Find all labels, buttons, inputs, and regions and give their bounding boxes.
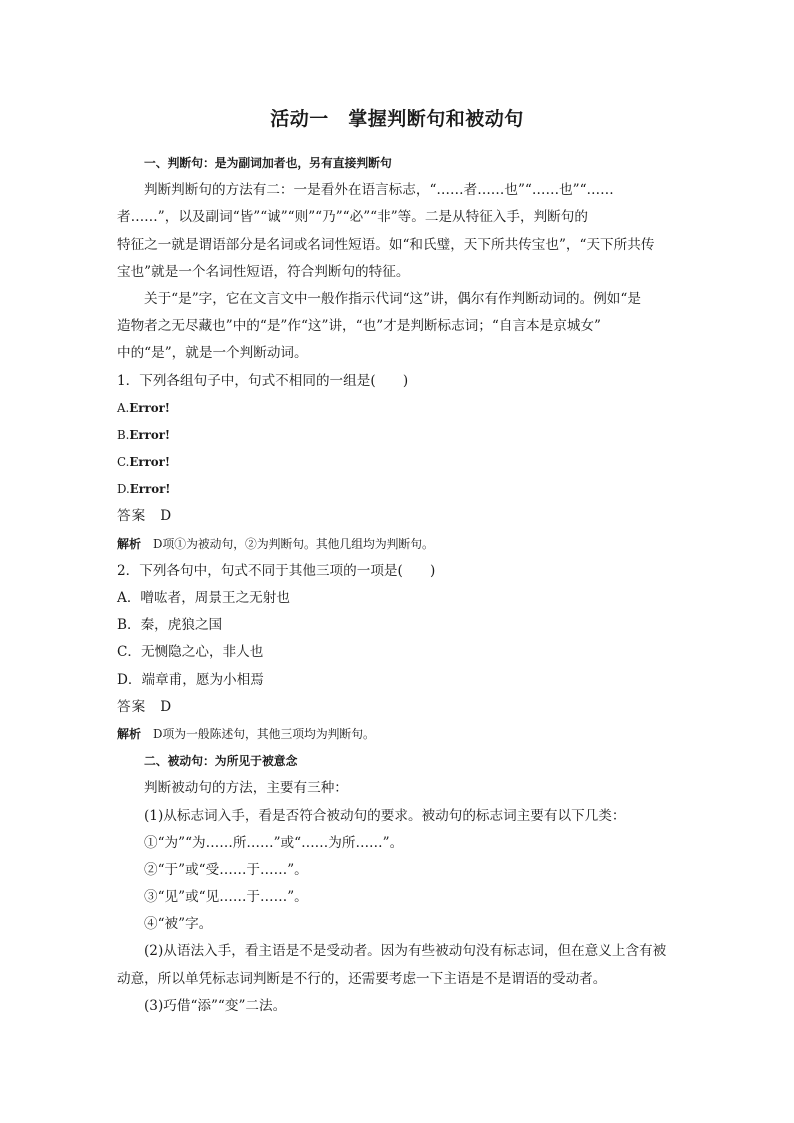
explanation-text: D项为一般陈述句，其他三项均为判断句。 <box>153 726 375 741</box>
option-text: Error! <box>129 482 171 497</box>
passive-method-3: (3)巧借“添”“变”二法。 <box>144 997 287 1014</box>
option-text: Error! <box>129 400 170 415</box>
answer-value: D <box>160 698 173 715</box>
question-2-option-d: D．端章甫，愿为小相焉 <box>117 671 264 688</box>
question-1-option-b <box>117 422 677 449</box>
question-1-explanation <box>117 531 677 558</box>
passive-method-1: (1)从标志词入手，看是否符合被动句的要求。被动句的标志词主要有以下几类： <box>144 807 626 824</box>
option-letter: C. <box>117 455 130 470</box>
document-body <box>117 150 677 1020</box>
paragraph-line: 关于“是”字，它在文言文中一般作指示代词“这”讲，偶尔有作判断动词的。例如“是 <box>144 290 641 307</box>
option-letter: B. <box>117 427 130 442</box>
answer-label: 答案 <box>117 508 147 525</box>
explanation-text: D项①为被动句，②为判断句。其他几组均为判断句。 <box>153 536 434 551</box>
question-2-stem: 2．下列各句中，句式不同于其他三项的一项是( ) <box>117 562 436 579</box>
answer-value: D <box>160 508 173 525</box>
option-text: Error! <box>129 427 171 442</box>
question-1-option-d <box>117 476 677 503</box>
answer-label: 答案 <box>117 698 147 715</box>
question-1-option-c <box>117 449 677 476</box>
paragraph-line: (2)从语法入手，看主语是不是受动者。因为有些被动句没有标志词，但在意义上含有被 <box>144 943 667 960</box>
option-text: Error! <box>129 455 171 470</box>
page-title: 活动一 掌握判断句和被动句 <box>270 108 524 130</box>
section-heading-judgment: 一、判断句：是为副词加者也，另有直接判断句 <box>144 156 392 170</box>
question-1-answer <box>117 503 677 530</box>
paragraph-line: 者……”，以及副词“皆”“诚”“则”“乃”“必”“非”等。二是从特征入手，判断句的 <box>117 209 588 226</box>
question-2-answer <box>117 694 677 721</box>
question-2-option-b: B．秦，虎狼之国 <box>117 617 223 634</box>
question-2-option-a: A．噌吰者，周景王之无射也 <box>117 590 290 606</box>
paragraph-line: 中的“是”，就是一个判断动词。 <box>117 345 308 362</box>
passive-method-2 <box>117 938 677 992</box>
explanation-label: 解析 <box>117 536 142 551</box>
passive-marker-item: ④“被”字。 <box>144 916 213 933</box>
question-1-stem: 1．下列各组句子中，句式不相同的一组是( ) <box>117 372 409 389</box>
passive-marker-item: ②“于”或“受……于……”。 <box>144 861 308 878</box>
paragraph-line: 判断判断句的方法有二：一是看外在语言标志，“……者……也”“……也”“…… <box>144 182 614 199</box>
question-2-explanation <box>117 721 677 748</box>
paragraph-line: 动意，所以单凭标志词判断是不行的，还需要考虑一下主语是不是谓语的受动者。 <box>117 970 607 987</box>
passive-marker-item: ③“见”或“见……于……”。 <box>144 889 308 906</box>
paragraph-judgment-methods <box>117 177 677 286</box>
explanation-label: 解析 <box>117 726 142 741</box>
section-heading-passive: 二、被动句：为所见于被意念 <box>144 754 298 769</box>
passive-marker-item: ①“为”“为……所……”或“……为所……”。 <box>144 834 404 851</box>
option-letter: D. <box>117 482 130 497</box>
paragraph-line: 宝也”就是一个名词性短语，符合判断句的特征。 <box>117 263 410 280</box>
option-letter: A. <box>117 400 130 415</box>
passive-intro: 判断被动句的方法，主要有三种： <box>144 780 348 797</box>
question-1-option-a <box>117 395 677 422</box>
paragraph-line: 造物者之无尽藏也”中的“是”作“这”讲，“也”才是判断标志词；“自言本是京城女” <box>117 318 601 335</box>
question-2-option-c: C．无恻隐之心，非人也 <box>117 644 264 661</box>
paragraph-shi-character <box>117 286 677 368</box>
paragraph-line: 特征之一就是谓语部分是名词或名词性短语。如“和氏璧，天下所共传宝也”，“天下所共传 <box>117 236 655 253</box>
